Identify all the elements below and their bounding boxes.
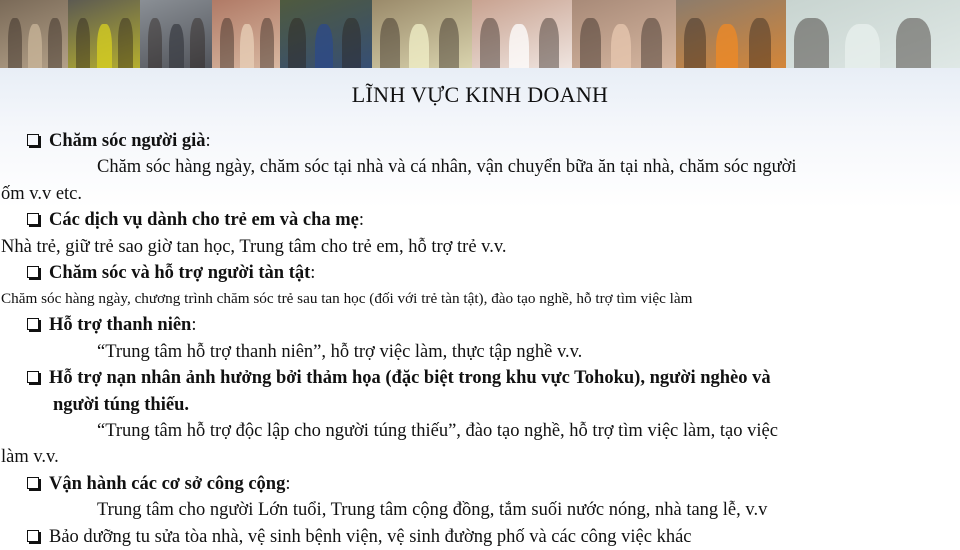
photo-conference-panel bbox=[372, 0, 472, 68]
checkbox-bullet-icon bbox=[27, 266, 39, 278]
photo-figure bbox=[684, 18, 706, 68]
list-item-youth-text: “Trung tâm hỗ trợ thanh niên”, hỗ trợ việc làm, thực tập nghề v.v. bbox=[97, 341, 583, 362]
photo-figure bbox=[380, 18, 400, 68]
photo-figure bbox=[716, 24, 738, 68]
photo-figure bbox=[169, 24, 183, 68]
photo-group-meeting bbox=[140, 0, 212, 68]
photo-figure bbox=[439, 18, 459, 68]
list-item-elderly-care-text-cont: ốm v.v etc. bbox=[1, 183, 83, 204]
heading-colon: : bbox=[285, 473, 291, 494]
list-item-children-text: Nhà trẻ, giữ trẻ sao giờ tan học, Trung tâm cho trẻ em, hỗ trợ trẻ v.v. bbox=[1, 236, 507, 257]
photo-elderly-man-wheelchair bbox=[0, 0, 68, 68]
list-item-disabled-heading bbox=[27, 260, 937, 286]
section-heading: Vận hành các cơ sở công cộng bbox=[49, 473, 286, 494]
photo-figure bbox=[288, 18, 306, 68]
photo-figure bbox=[409, 24, 429, 68]
photo-figure bbox=[539, 18, 559, 68]
photo-figure bbox=[260, 18, 274, 68]
photo-kids-orange bbox=[676, 0, 786, 68]
checkbox-bullet-icon bbox=[27, 213, 39, 225]
list-item-disaster-heading-cont: người túng thiếu. bbox=[53, 394, 189, 415]
section-heading: Chăm sóc người già bbox=[49, 131, 206, 151]
photo-figure bbox=[480, 18, 500, 68]
photo-figure bbox=[240, 24, 254, 68]
checkbox-bullet-icon bbox=[27, 477, 39, 489]
photo-figure bbox=[749, 18, 771, 68]
list-item-disabled-text: Chăm sóc hàng ngày, chương trình chăm sóc trẻ sau tan học (đối với trẻ tàn tật), đào tạo nghề, hỗ trợ tìm việc làm bbox=[1, 290, 693, 308]
checkbox-bullet-icon bbox=[27, 318, 39, 330]
heading-colon: : bbox=[191, 315, 197, 336]
photo-figure bbox=[28, 24, 42, 68]
photo-forest-group bbox=[280, 0, 372, 68]
list-item-public-facilities-heading bbox=[27, 471, 937, 497]
photo-hallway bbox=[786, 0, 960, 68]
section-heading: Các dịch vụ dành cho trẻ em và cha mẹ bbox=[49, 210, 359, 231]
section-heading: Hỗ trợ thanh niên bbox=[49, 315, 192, 336]
page-title: LĨNH VỰC KINH DOANH bbox=[351, 82, 609, 107]
section-heading: Bảo dưỡng tu sửa tòa nhà, vệ sinh bệnh viện, vệ sinh đường phố và các công việc khác bbox=[49, 526, 692, 547]
photo-figure bbox=[148, 18, 162, 68]
photo-figure bbox=[342, 18, 360, 68]
checkbox-bullet-icon bbox=[27, 371, 39, 383]
photo-smiling-grandmother bbox=[572, 0, 676, 68]
list-item-elderly-care-heading bbox=[27, 128, 937, 154]
list-item-public-facilities-text: Trung tâm cho người Lớn tuổi, Trung tâm cộng đồng, tắm suối nước nóng, nhà tang lễ, v.v bbox=[97, 500, 768, 521]
list-item-maintenance-heading bbox=[27, 524, 937, 550]
photo-figure bbox=[611, 24, 632, 68]
list-item-disaster-text: “Trung tâm hỗ trợ độc lập cho người túng thiếu”, đào tạo nghề, hỗ trợ tìm việc làm, tạo việc bbox=[97, 421, 778, 442]
header-photo-strip bbox=[0, 0, 960, 68]
list-item-youth-heading bbox=[27, 312, 937, 338]
heading-colon: : bbox=[358, 210, 364, 231]
list-item-children-heading bbox=[27, 207, 937, 233]
photo-figure bbox=[509, 24, 529, 68]
photo-figure bbox=[48, 18, 62, 68]
photo-volunteers-vests bbox=[68, 0, 140, 68]
photo-figure bbox=[118, 18, 132, 68]
photo-figure bbox=[845, 24, 880, 68]
photo-figure bbox=[76, 18, 90, 68]
photo-figure bbox=[580, 18, 601, 68]
checkbox-bullet-icon bbox=[27, 134, 39, 146]
section-heading: Chăm sóc và hỗ trợ người tàn tật bbox=[49, 263, 311, 284]
list-item-disaster-heading bbox=[27, 365, 937, 391]
photo-figure bbox=[190, 18, 204, 68]
photo-figure bbox=[315, 24, 333, 68]
list-item-disaster-text-cont: làm v.v. bbox=[1, 447, 59, 468]
heading-colon: : bbox=[205, 131, 211, 151]
photo-figure bbox=[220, 18, 234, 68]
photo-figure bbox=[97, 24, 111, 68]
photo-children-party bbox=[472, 0, 572, 68]
section-heading: Hỗ trợ nạn nhân ảnh hưởng bởi thảm họa (đặc biệt trong khu vực Tohoku), người nghèo và bbox=[49, 368, 771, 389]
photo-figure bbox=[794, 18, 829, 68]
heading-colon: : bbox=[310, 263, 316, 284]
photo-figure bbox=[641, 18, 662, 68]
business-areas-list bbox=[1, 128, 937, 550]
photo-figure bbox=[896, 18, 931, 68]
list-item-elderly-care-text: Chăm sóc hàng ngày, chăm sóc tại nhà và cá nhân, vận chuyển bữa ăn tại nhà, chăm sóc người bbox=[97, 157, 797, 178]
photo-figure bbox=[8, 18, 22, 68]
photo-crowd-room bbox=[212, 0, 280, 68]
